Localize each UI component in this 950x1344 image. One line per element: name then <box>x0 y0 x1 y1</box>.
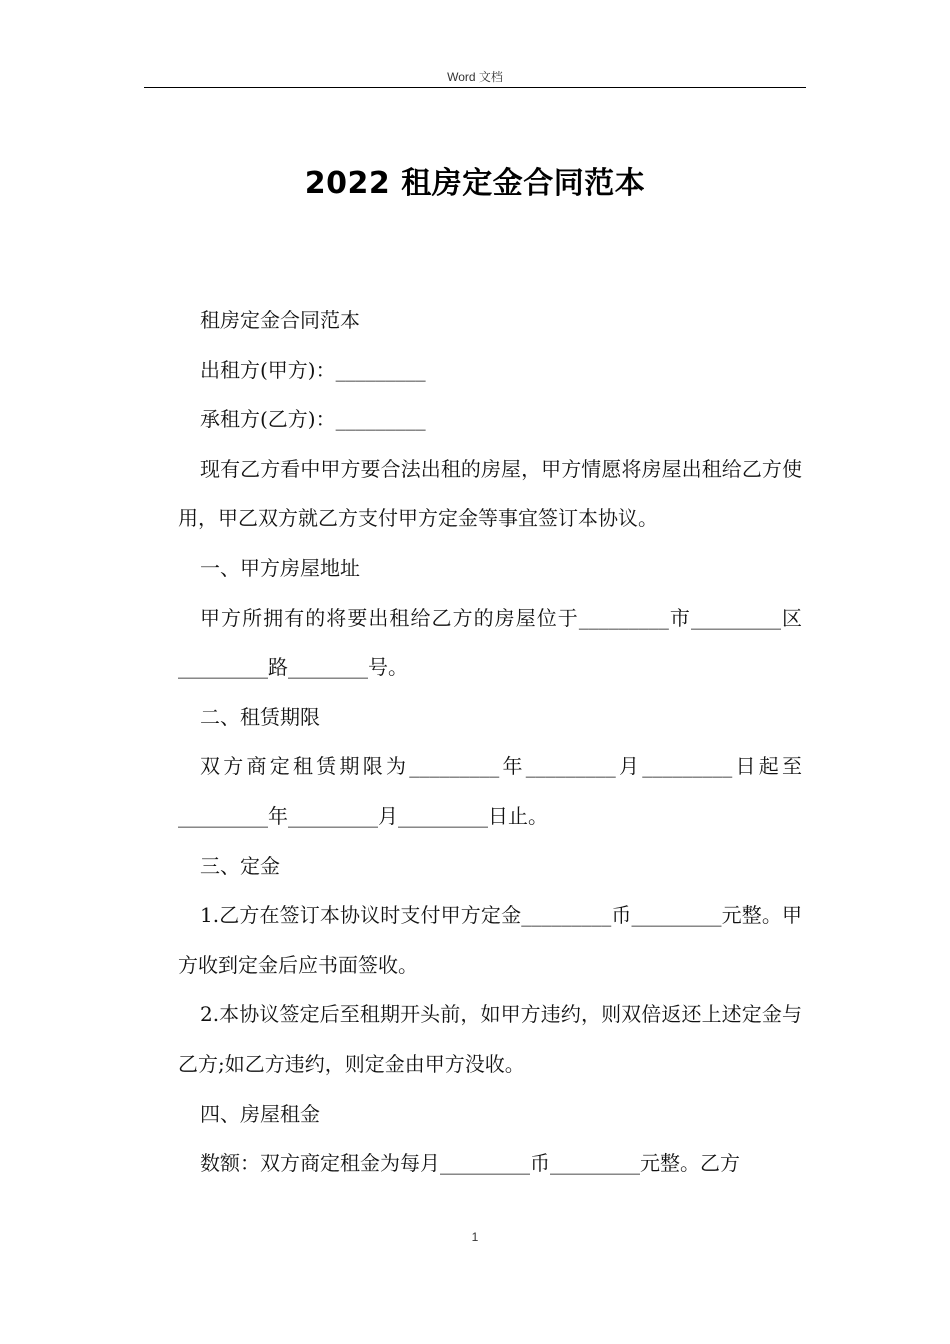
paragraph-address: 甲方所拥有的将要出租给乙方的房屋位于_________市_________区_________路________号。 <box>178 605 802 680</box>
section-heading-deposit: 三、定金 <box>200 853 280 878</box>
paragraph-preamble: 现有乙方看中甲方要合法出租的房屋，甲方情愿将房屋出租给乙方使用，甲乙双方就乙方支付甲方定金等事宜签订本协议。 <box>178 456 802 531</box>
section-heading-rent: 四、房屋租金 <box>200 1101 320 1126</box>
document-title: 2022 租房定金合同范本 <box>304 166 646 201</box>
header-divider <box>144 87 806 88</box>
paragraph-deposit-1: 1.乙方在签订本协议时支付甲方定金_________币_________元整。甲方收到定金后应书面签收。 <box>178 903 802 977</box>
page-header: Word 文档 <box>447 70 503 84</box>
paragraph-lessor: 出租方(甲方)：_________ <box>200 357 426 382</box>
section-heading-address: 一、甲方房屋地址 <box>200 555 360 580</box>
document-body <box>178 296 802 1189</box>
paragraph-deposit-2: 2.本协议签定后至租期开头前，如甲方违约，则双倍返还上述定金与乙方;如乙方违约，则定金由甲方没收。 <box>178 1002 802 1076</box>
paragraph-subtitle: 租房定金合同范本 <box>200 308 360 332</box>
page-number: 1 <box>471 1230 479 1244</box>
section-heading-term: 二、租赁期限 <box>200 704 320 729</box>
paragraph-lessee: 承租方(乙方)：_________ <box>200 407 426 432</box>
paragraph-term: 双方商定租赁期限为_________年_________月_________日起至_________年_________月_________日止。 <box>178 754 802 828</box>
paragraph-rent: 数额：双方商定租金为每月_________币_________元整。乙方 <box>200 1151 740 1176</box>
